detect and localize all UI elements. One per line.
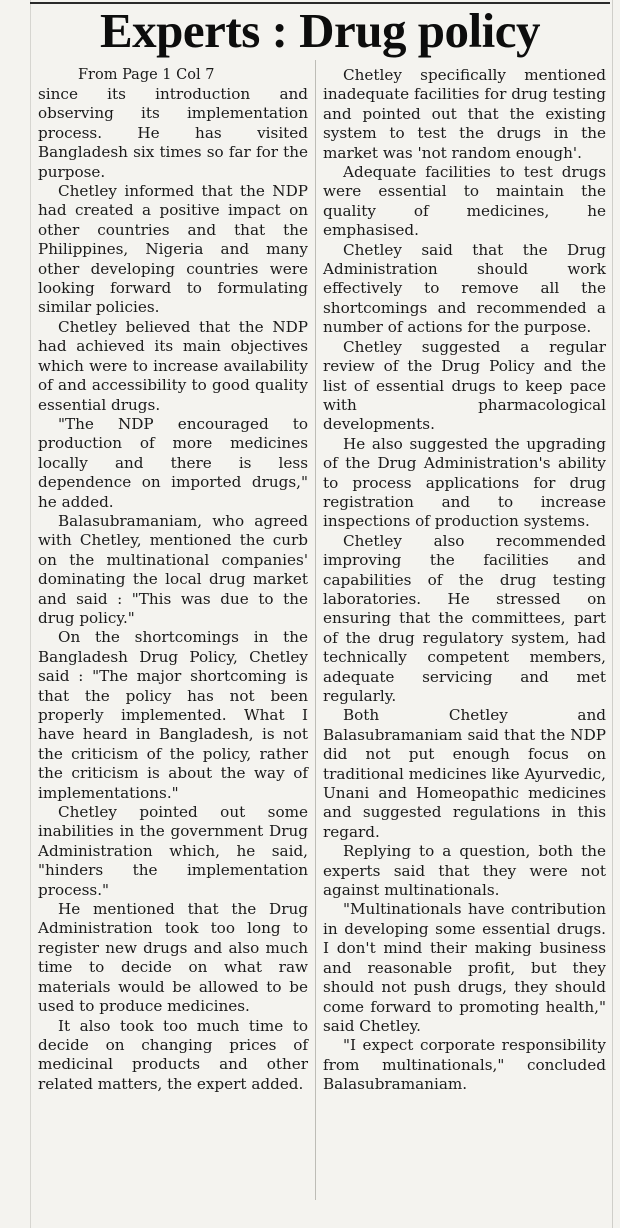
paragraph: Chetley said that the Drug Administration should work effectively to remove all the shortcomings and recommended a number of actions for the purpose.	[323, 240, 606, 337]
clipping-right-edge	[612, 0, 613, 1228]
paragraph: since its introduction and observing its implementation process. He has visited Bangladesh six times so far for the purpose.	[38, 85, 308, 181]
paragraph: Chetley specifically mentioned inadequate facilities for drug testing and pointed out that the existing system to test the drugs in the market was 'not random enough'.	[323, 66, 606, 162]
column-gutter	[315, 60, 316, 1200]
paragraph: Chetley suggested a regular review of the Drug Policy and the list of essential drugs to keep pace with pharmacological developments.	[323, 337, 606, 434]
paragraph: Chetley believed that the NDP had achieved its main objectives which were to increase availability of and accessibility to good quality essential drugs.	[38, 317, 308, 414]
paragraph: Adequate facilities to test drugs were essential to maintain the quality of medicines, he emphasised.	[323, 163, 606, 240]
paragraph: He also suggested the upgrading of the Drug Administration's ability to process applications for drug registration and to increase inspections of production systems.	[323, 434, 606, 531]
paragraph: Balasubramaniam, who agreed with Chetley, mentioned the curb on the multinational companies' dominating the local drug market and said : "This was due to the drug policy."	[38, 511, 308, 627]
paragraph: Chetley also recommended improving the facilities and capabilities of the drug testing laboratories. He stressed on ensuring that the committees, part of the drug regulatory system, had technically competent members, adequate servicing and met regularly.	[323, 531, 606, 705]
article-column-left	[38, 66, 308, 1094]
headline: Experts : Drug policy	[100, 3, 540, 58]
paragraph: On the shortcomings in the Bangladesh Drug Policy, Chetley said : "The major shortcoming is that the policy has not been properly implemented. What I have heard in Bangladesh, is not the criticism of the policy, rather the criticism is about the way of implementations."	[38, 628, 308, 802]
paragraph: Chetley informed that the NDP had created a positive impact on other countries and that the Philippines, Nigeria and many other developing countries were looking forward to formulating similar policies.	[38, 182, 308, 317]
paragraph: He mentioned that the Drug Administration took too long to register new drugs and also much time to decide on what raw materials would be allowed to be used to produce medicines.	[38, 900, 308, 1016]
paragraph: "Multinationals have contribution in developing some essential drugs. I don't mind their making business and reasonable profit, but they should not push drugs, they should come forward to promoting health," said Chetley.	[323, 900, 606, 1035]
article-column-right	[323, 66, 606, 1095]
clipping-left-edge	[30, 0, 31, 1228]
paragraph: It also took too much time to decide on changing prices of medicinal products and other related matters, the expert added.	[38, 1016, 308, 1093]
paragraph: Chetley pointed out some inabilities in the government Drug Administration which, he said, "hinders the implementation process."	[38, 803, 308, 899]
paragraph: "I expect corporate responsibility from multinationals," concluded Balasubramaniam.	[323, 1036, 606, 1094]
paragraph: Replying to a question, both the experts said that they were not against multinationals.	[323, 842, 606, 900]
continued-from-line: From Page 1 Col 7	[78, 67, 215, 83]
paragraph: Both Chetley and Balasubramaniam said that the NDP did not put enough focus on traditional medicines like Ayurvedic, Unani and Homeopathic medicines and suggested regulations in this regard.	[323, 706, 606, 841]
paragraph: "The NDP encouraged to production of more medicines locally and there is less dependence on imported drugs," he added.	[38, 414, 308, 511]
